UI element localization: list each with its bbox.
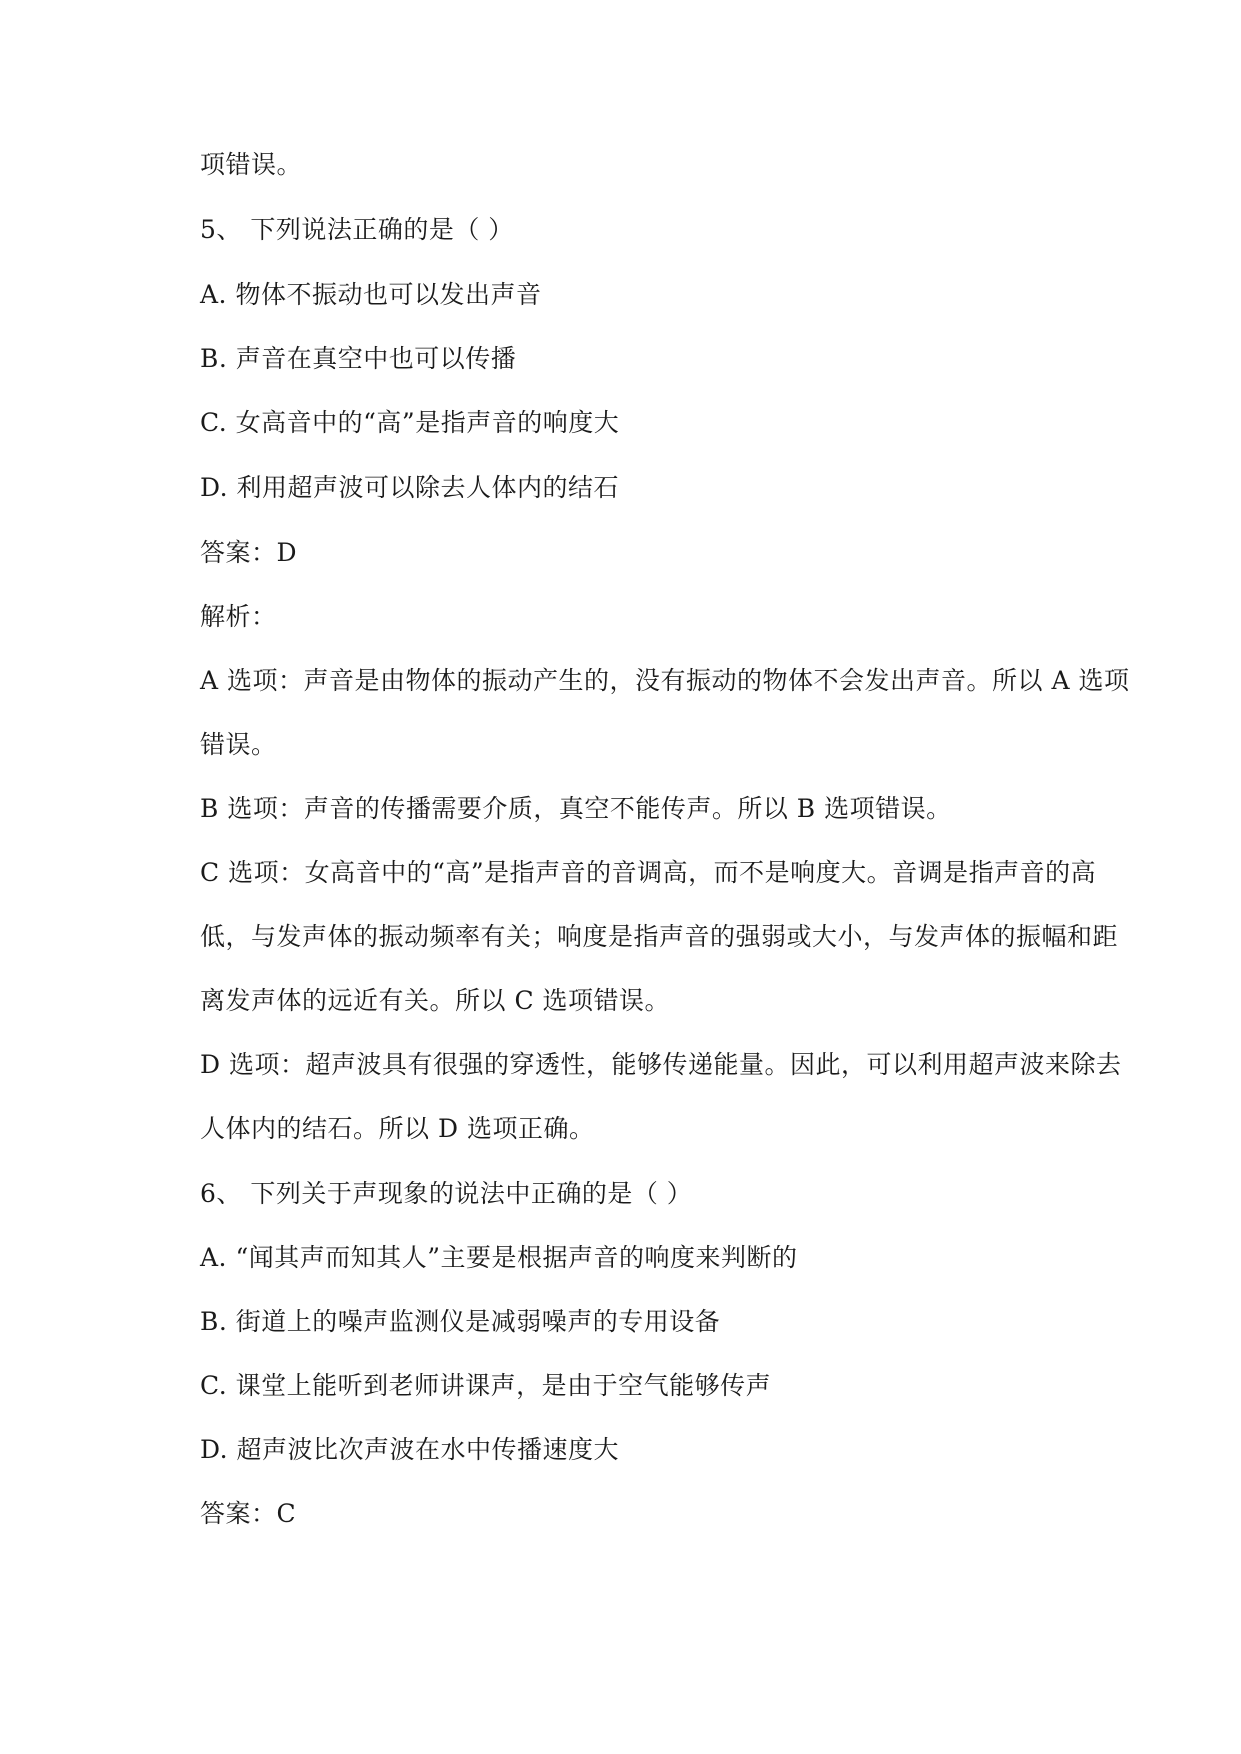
question-6-option-c: C. 课堂上能听到老师讲课声，是由于空气能够传声 <box>200 1371 772 1400</box>
analysis-c-line-2: 低，与发声体的振动频率有关；响度是指声音的强弱或大小，与发声体的振幅和距 <box>200 922 1119 951</box>
question-6-option-d: D. 超声波比次声波在水中传播速度大 <box>200 1435 620 1464</box>
question-5-analysis-heading: 解析： <box>200 602 277 631</box>
question-6-stem: 6、 下列关于声现象的说法中正确的是（ ） <box>200 1179 693 1208</box>
text-line-prev-conclusion: 项错误。 <box>200 150 303 179</box>
analysis-a-line-2: 错误。 <box>200 730 277 759</box>
analysis-d-line-1: D 选项：超声波具有很强的穿透性，能够传递能量。因此，可以利用超声波来除去 <box>200 1050 1122 1079</box>
question-6-option-a: A. “闻其声而知其人”主要是根据声音的响度来判断的 <box>200 1243 798 1272</box>
question-5-option-b: B. 声音在真空中也可以传播 <box>200 344 517 373</box>
analysis-d-line-2: 人体内的结石。所以 D 选项正确。 <box>200 1114 595 1143</box>
analysis-a-line-1: A 选项：声音是由物体的振动产生的，没有振动的物体不会发出声音。所以 A 选项 <box>200 666 1130 695</box>
question-5-option-d: D. 利用超声波可以除去人体内的结石 <box>200 473 620 502</box>
analysis-b: B 选项：声音的传播需要介质，真空不能传声。所以 B 选项错误。 <box>200 794 952 823</box>
analysis-c-line-1: C 选项：女高音中的“高”是指声音的音调高，而不是响度大。音调是指声音的高 <box>200 858 1097 887</box>
question-6-option-b: B. 街道上的噪声监测仪是减弱噪声的专用设备 <box>200 1307 721 1336</box>
analysis-c-line-3: 离发声体的远近有关。所以 C 选项错误。 <box>200 986 671 1015</box>
question-5-option-c: C. 女高音中的“高”是指声音的响度大 <box>200 408 620 437</box>
question-5-answer: 答案：D <box>200 538 298 567</box>
question-5-option-a: A. 物体不振动也可以发出声音 <box>200 280 542 309</box>
question-5-stem: 5、 下列说法正确的是（ ） <box>200 215 514 244</box>
question-6-answer: 答案：C <box>200 1499 297 1528</box>
